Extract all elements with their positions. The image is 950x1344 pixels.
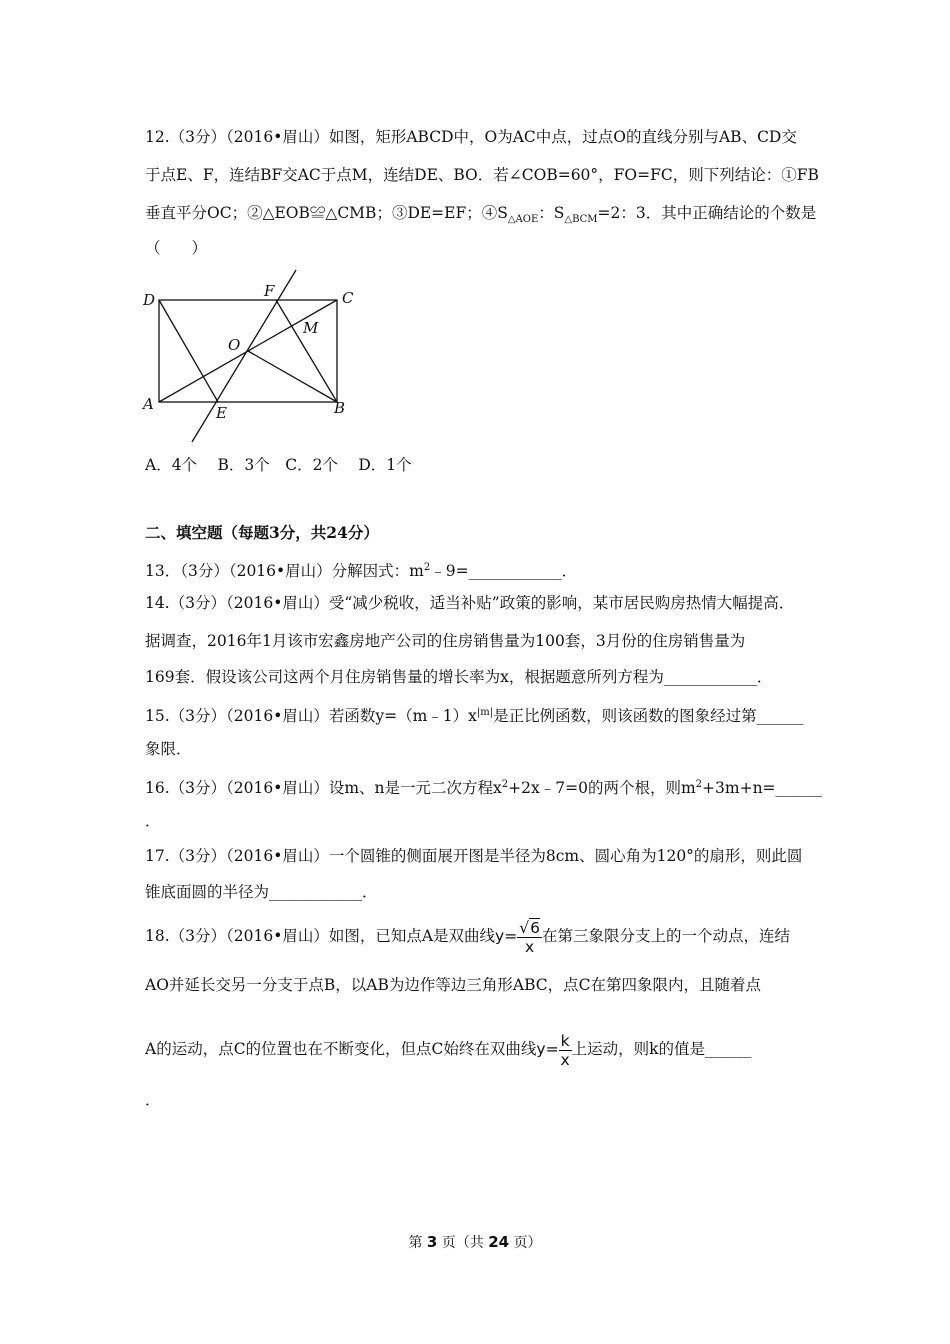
q18-y-eq-2: y= (536, 1040, 559, 1058)
q15-line2: 象限． (145, 740, 192, 758)
q18-text: 18.（3分）（2016•眉山）如图，已知点A是双曲线 (145, 927, 496, 945)
label-o: O (228, 336, 241, 354)
q17-line2: 锥底面圆的半径为____________． (145, 883, 378, 901)
line-bf (276, 300, 337, 402)
q18-line3 (145, 1027, 751, 1071)
line-do-e (159, 300, 218, 402)
q18-sqrt6: 6 (530, 919, 540, 937)
q14-line2: 据调查，2016年1月该市宏鑫房地产公司的住房销售量为100套，3月份的住房销售量为 (145, 632, 746, 650)
q18-num-k: k (560, 1031, 570, 1050)
q16-line1 (145, 775, 822, 798)
footer-total-pages: 24 (488, 1233, 510, 1251)
q12-line1: 12.（3分）（2016•眉山）如图，矩形ABCD中，O为AC中点，过点O的直线分别与AB、CD交 (145, 128, 797, 146)
label-a: A (143, 395, 154, 413)
q12-line3-post: =2：3．其中正确结论的个数是 (597, 204, 817, 222)
q18-line3-text: A的运动，点C的位置也在不断变化，但点C始终在双曲线 (145, 1040, 537, 1058)
label-f: F (264, 282, 275, 300)
q12-line3-text: 垂直平分OC；②△EOB≌△CMB；③DE=EF；④S (145, 204, 508, 222)
q16-text: 16.（3分）（2016•眉山）设m、n是一元二次方程x (145, 779, 502, 798)
q17-line1: 17.（3分）（2016•眉山）一个圆锥的侧面展开图是半径为8cm、圆心角为120°的扇形，则此圆 (145, 847, 803, 865)
line-ef (192, 270, 296, 442)
q18-fraction-sqrt6-over-x: $\frac{√6}{x}$ (519, 919, 540, 956)
footer-page-number: 3 (426, 1233, 438, 1251)
q18-blank: 上运动，则k的值是______ (571, 1040, 752, 1058)
label-d: D (143, 291, 156, 309)
footer-post: 页） (513, 1235, 542, 1251)
q12-line3 (145, 203, 816, 230)
q18-line2: AO并延长交另一分支于点B，以AB为边作等边三角形ABC，点C在第四象限内，且随着点 (145, 976, 761, 994)
q18-text-post: 在第三象限分支上的一个动点，连结 (541, 927, 790, 945)
q15-blank: 是正比例函数，则该函数的图象经过第______ (493, 707, 804, 726)
q12-rectangle-figure (140, 265, 370, 445)
q12-answer-paren: （ ） (145, 239, 208, 257)
q15-text: 15.（3分）（2016•眉山）若函数y=（m﹣1）x (145, 707, 477, 726)
q16-mid: +2x﹣7=0的两个根，则m (508, 779, 696, 798)
line-bo (248, 351, 337, 402)
q13-blank: ﹣9=____________． (430, 562, 578, 581)
label-c: C (342, 289, 354, 307)
q15-sup: |m| (476, 707, 494, 718)
q18-line1 (145, 914, 790, 958)
q12-sub-aoe: △AOE (507, 214, 539, 226)
q18-fraction-k-over-x (559, 1032, 572, 1069)
q12-line2: 于点E、F，连结BF交AC于点M，连结DE、BO．若∠COB=60°，FO=FC，则下列结论：①FB (145, 166, 819, 184)
q18-line4: ． (145, 1091, 161, 1109)
q18-den-x-2: x (560, 1050, 570, 1069)
label-b: B (334, 399, 346, 417)
footer-mid: 页（共 (441, 1235, 484, 1251)
q16-blank: +3m+n=______ (702, 779, 823, 798)
q18-den-x: x (525, 938, 535, 956)
q14-line1: 14.（3分）（2016•眉山）受“减少税收，适当补贴”政策的影响，某市居民购房热情大幅提高． (145, 594, 795, 612)
label-e: E (216, 404, 227, 422)
q13-sup: 2 (423, 562, 431, 573)
q12-line3-mid: ：S (538, 204, 565, 222)
q18-y-eq: y= (495, 927, 518, 945)
q15-line1 (145, 703, 803, 726)
footer-pre: 第 (408, 1235, 423, 1251)
q16-line2: ． (145, 812, 161, 830)
q13 (145, 558, 577, 581)
page-footer (0, 1232, 950, 1252)
q16-sup1: 2 (501, 779, 509, 790)
section-2-heading: 二、填空题（每题3分，共24分） (145, 523, 379, 542)
q12-options: A．4个 B．3个 C．2个 D．1个 (145, 456, 412, 474)
q14-line3: 169套．假设该公司这两个月住房销售量的增长率为x，根据题意所列方程为____________． (145, 668, 773, 686)
q12-sub-bcm: △BCM (564, 214, 598, 226)
q16-sup2: 2 (695, 779, 703, 790)
label-m: M (303, 319, 319, 337)
q13-text: 13．（3分）（2016•眉山）分解因式：m (145, 562, 424, 581)
